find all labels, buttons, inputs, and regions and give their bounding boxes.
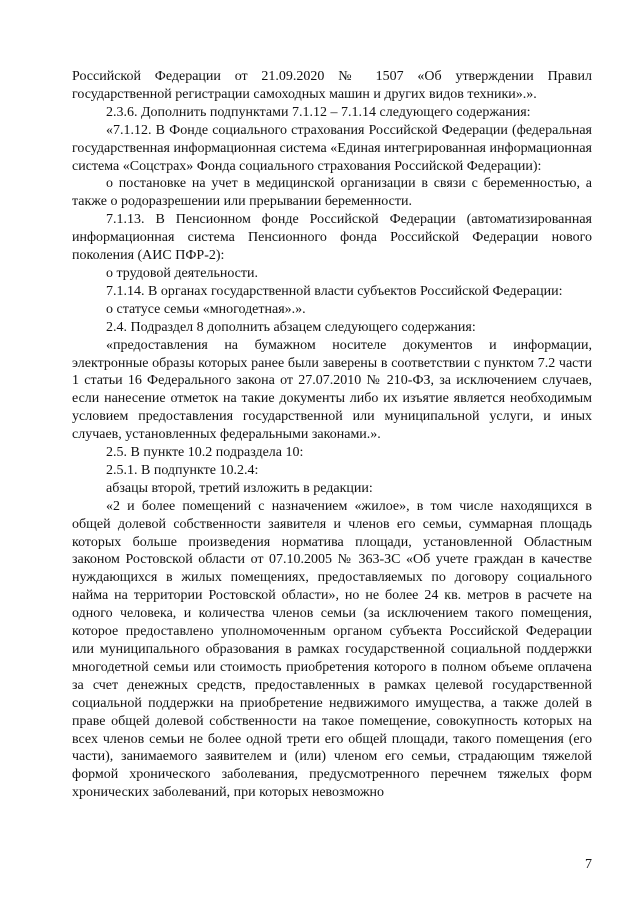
paragraph: абзацы второй, третий изложить в редакции:	[106, 480, 373, 496]
paragraph: 7.1.13. В Пенсионном фонде Российской Федерации (автоматизированная информационная система Пенсионного фонда Российской Федерации нового поколения (АИС ПФР-2):	[72, 212, 592, 264]
paragraph: 2.5. В пункте 10.2 подраздела 10:	[106, 445, 304, 461]
page-number: 7	[585, 857, 592, 872]
paragraph: 2.5.1. В подпункте 10.2.4:	[106, 462, 259, 478]
paragraph: «2 и более помещений с назначением «жилое», в том числе находящихся в общей долевой собственности заявителя и членов его семьи, суммарная площадь которых больше произведения норматива площади, установленной Областным законом Ростовской области от 07.10.2005 № 363-ЗС «Об учете граждан в качестве нуждающихся в жилых помещениях, предоставляемых по договору социального найма на территории Ростовской области», но не более 24 кв. метров в расчете на одного человека, и количества членов семьи (за исключением такого помещения, которое предоставлено уполномоченным органом субъекта Российской Федерации или муниципального образования в рамках государственной социальной поддержки многодетной семьи или стоимость приобретения которого в полном объеме оплачена за счет денежных средств, предоставленных в рамках целевой государственной социальной поддержки на приобретение недвижимого имущества, а также долей в праве общей долевой собственности на такое помещение, совокупность которых на всех членов семьи не более одной трети его общей площади, такого помещения (его части), занимаемого заявителем и (или) членом его семьи, страдающим тяжелой формой хронического заболевания, предусмотренного перечнем тяжелых форм хронических заболеваний, при которых невозможно	[72, 498, 592, 801]
paragraph: «7.1.12. В Фонде социального страхования Российской Федерации (федеральная государственная информационная система «Единая интегрированная информационная система «Соцстрах» Фонда социального страхования Российской Федерации):	[72, 122, 592, 174]
paragraph: о постановке на учет в медицинской организации в связи с беременностью, а также о родоразрешении или прерывании беременности.	[72, 176, 592, 210]
paragraph: о статусе семьи «многодетная».».	[106, 301, 306, 317]
document-body	[72, 68, 592, 802]
paragraph: 2.4. Подраздел 8 дополнить абзацем следующего содержания:	[106, 319, 476, 335]
paragraph: 7.1.14. В органах государственной власти субъектов Российской Федерации:	[106, 283, 563, 299]
paragraph: 2.3.6. Дополнить подпунктами 7.1.12 – 7.1.14 следующего содержания:	[106, 104, 531, 120]
paragraph: Российской Федерации от 21.09.2020 № 1507 «Об утверждении Правил государственной регистрации самоходных машин и других видов техники».».	[72, 69, 592, 102]
paragraph: о трудовой деятельности.	[106, 265, 258, 281]
paragraph: «предоставления на бумажном носителе документов и информации, электронные образы которых ранее были заверены в соответствии с пунктом 7.2 части 1 статьи 16 Федерального закона от 27.07.2010 № 210-ФЗ, за исключением случаев, если нанесение отметок на такие документы либо их изъятие является необходимым условием предоставления государственной или муниципальной услуги, и иных случаев, установленных федеральными законами.».	[72, 337, 592, 443]
